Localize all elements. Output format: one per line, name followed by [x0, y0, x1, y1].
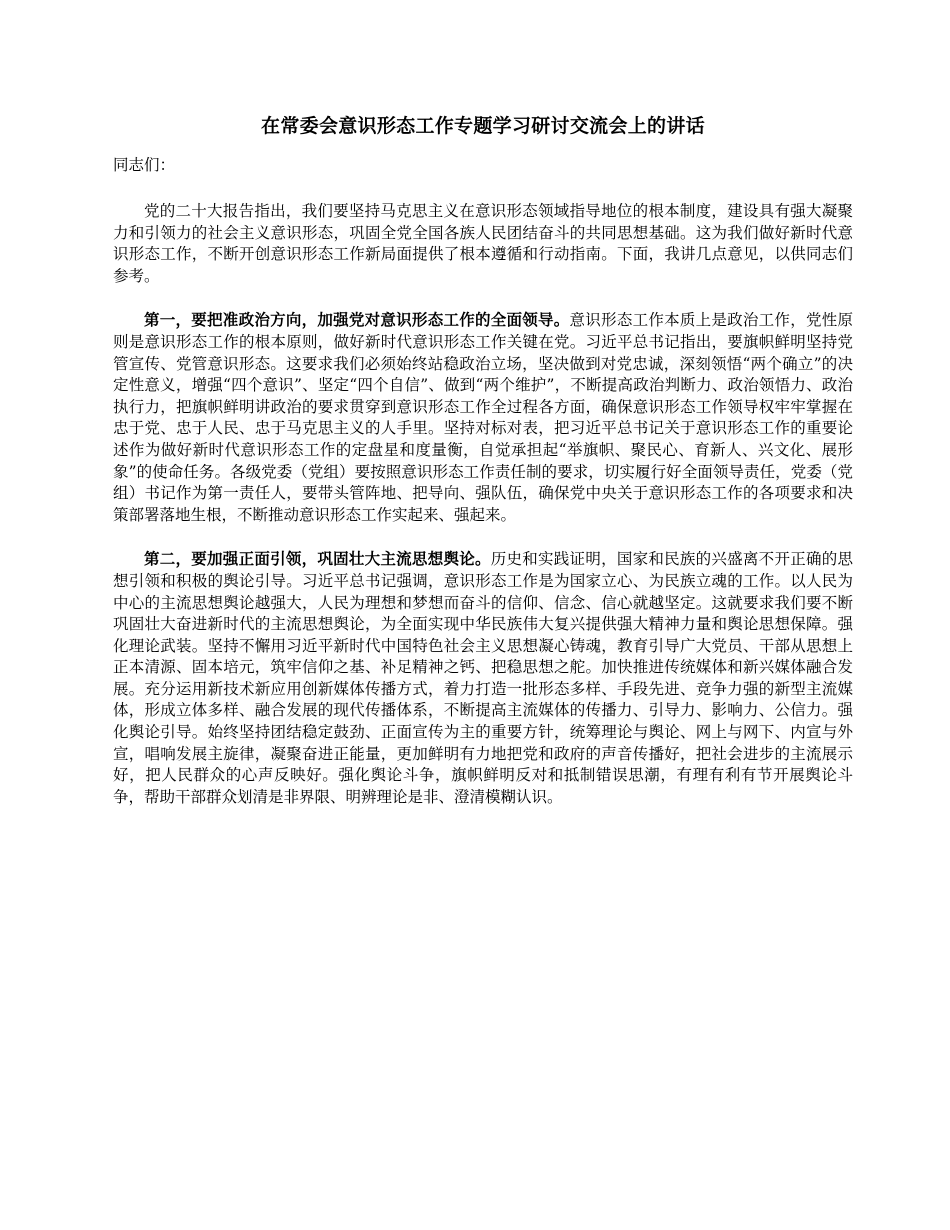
document-title: 在常委会意识形态工作专题学习研讨交流会上的讲话	[261, 115, 705, 137]
document-page	[113, 112, 853, 830]
salutation: 同志们：	[113, 156, 176, 174]
paragraph-intro	[113, 200, 853, 287]
paragraph-body: 历史和实践证明，国家和民族的兴盛离不开正确的思想引领和积极的舆论引导。习近平总书记强调，意识形态工作是为国家立心、为民族立魂的工作。以人民为中心的主流思想舆论越强大，人民为理想和梦想而奋斗的信仰、信念、信心就越坚定。这就要求我们要不断巩固壮大奋进新时代的主流思想舆论，为全面实现中华民族伟大复兴提供强大精神力量和舆论思想保障。强化理论武装。坚持不懈用习近平新时代中国特色社会主义思想凝心铸魂，教育引导广大党员、干部从思想上正本清源、固本培元，筑牢信仰之基、补足精神之钙、把稳思想之舵。加快推进传统媒体和新兴媒体融合发展。充分运用新技术新应用创新媒体传播方式，着力打造一批形态多样、手段先进、竞争力强的新型主流媒体，形成立体多样、融合发展的现代传播体系，不断提高主流媒体的传播力、引导力、影响力、公信力。强化舆论引导。始终坚持团结稳定鼓劲、正面宣传为主的重要方针，统筹理论与舆论、网上与网下、内宣与外宣，唱响发展主旋律，凝聚奋进正能量，更加鲜明有力地把党和政府的声音传播好，把社会进步的主流展示好，把人民群众的心声反映好。强化舆论斗争，旗帜鲜明反对和抵制错误思潮，有理有利有节开展舆论斗争，帮助干部群众划清是非界限、明辨理论是非、澄清模糊认识。	[113, 550, 853, 806]
paragraph-lead: 第一，要把准政治方向，加强党对意识形态工作的全面领导。	[144, 310, 570, 330]
paragraph-body: 意识形态工作本质上是政治工作，党性原则是意识形态工作的根本原则，做好新时代意识形态工作关键在党。习近平总书记指出，要旗帜鲜明坚持党管宣传、党管意识形态。这要求我们必须始终站稳政治立场，坚决做到对党忠诚，深刻领悟“两个确立”的决定性意义，增强“四个意识”、坚定“四个自信”、做到“两个维护”，不断提高政治判断力、政治领悟力、政治执行力，把旗帜鲜明讲政治的要求贯穿到意识形态工作全过程各方面，确保意识形态工作领导权牢牢掌握在忠于党、忠于人民、忠于马克思主义的人手里。坚持对标对表，把习近平总书记关于意识形态工作的重要论述作为做好新时代意识形态工作的定盘星和度量衡，自觉承担起“举旗帜、聚民心、育新人、兴文化、展形象”的使命任务。各级党委（党组）要按照意识形态工作责任制的要求，切实履行好全面领导责任，党委（党组）书记作为第一责任人，要带头管阵地、把导向、强队伍，确保党中央关于意识形态工作的各项要求和决策部署落地生根，不断推动意识形态工作实起来、强起来。	[113, 311, 853, 524]
paragraph-body: 党的二十大报告指出，我们要坚持马克思主义在意识形态领域指导地位的根本制度，建设具有强大凝聚力和引领力的社会主义意识形态，巩固全党全国各族人民团结奋斗的共同思想基础。这为我们做好新时代意识形态工作，不断开创意识形态工作新局面提供了根本遵循和行动指南。下面，我讲几点意见，以供同志们参考。	[113, 202, 853, 285]
paragraph-point-two	[113, 548, 853, 808]
paragraph-point-one	[113, 309, 853, 526]
paragraph-lead: 第二，要加强正面引领，巩固壮大主流思想舆论。	[144, 549, 491, 569]
